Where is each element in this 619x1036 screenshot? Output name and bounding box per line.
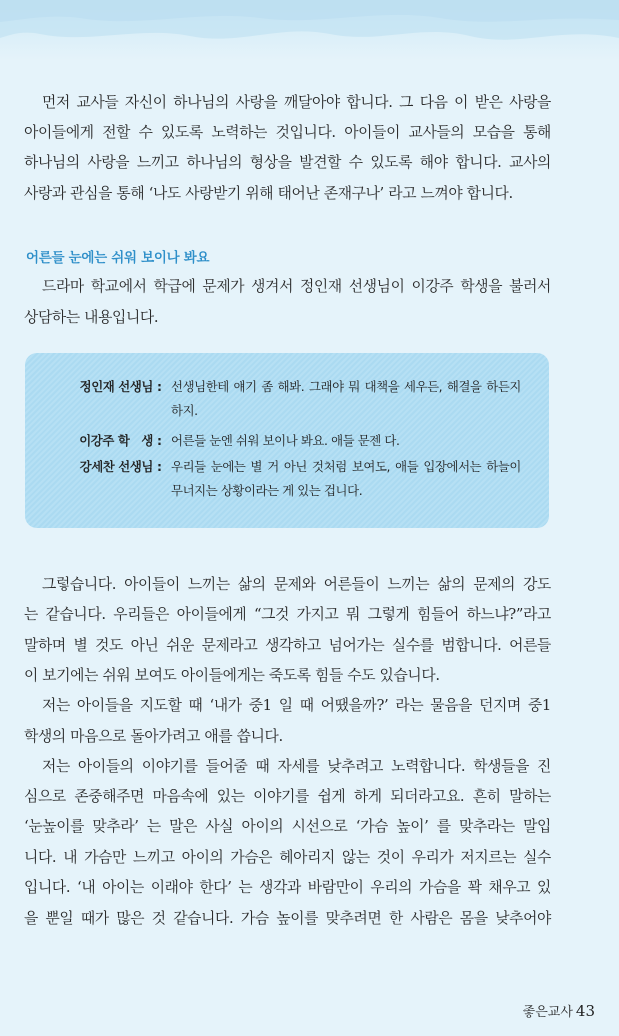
paragraph-line: 는 같습니다. 우리들은 아이들에게 “그것 가지고 뭐 그렇게 힘들어 하느냐?”라고 [24, 606, 551, 623]
paragraph-line: 드라마 학교에서 학급에 문제가 생겨서 정인재 선생님이 이강주 학생을 불러서 [42, 278, 551, 295]
paragraph-line: 학생의 마음으로 돌아가려고 애를 씁니다. [24, 728, 283, 745]
paragraph-line: 심으로 존중해주면 마음속에 있는 이야기를 쉽게 하게 되더라고요. 흔히 말하는 [24, 788, 551, 805]
dialogue-speaker: 강세찬 선생님 [79, 459, 153, 474]
paragraph-line: 저는 아이들을 지도할 때 ‘내가 중1 일 때 어땠을까?’ 라는 물음을 던지며 중1 [42, 697, 551, 714]
paragraph-line: 그렇습니다. 아이들이 느끼는 삶의 문제와 어른들이 느끼는 삶의 문제의 강도 [42, 576, 551, 593]
paragraph-line: ‘눈높이를 맞추라’ 는 말은 사실 아이의 시선으로 ‘가슴 높이’ 를 맞추라는 말입 [24, 818, 551, 835]
magazine-name: 좋은교사 [522, 1005, 573, 1020]
dialogue-text: 어른들 눈엔 쉬워 보이나 봐요. 애들 문젠 다. [171, 433, 400, 448]
paragraph-line: 을 뿐일 때가 많은 것 같습니다. 가슴 높이를 맞추려면 한 사람은 몸을 낮추어야 [24, 910, 551, 927]
dialogue-text: 우리들 눈에는 별 거 아닌 것처럼 보여도, 애들 입장에서는 하늘이 무너지는 상황이라는 게 있는 겁니다. [171, 459, 521, 498]
decorative-header-band [0, 0, 619, 60]
dialogue-text: 선생님한테 얘기 좀 해봐. 그래야 뭐 대책을 세우든, 해결을 하든지 하지. [171, 379, 521, 418]
dialogue-colon: : [157, 433, 162, 448]
paragraph-line: 상담하는 내용입니다. [24, 309, 159, 326]
page-number: 43 [575, 1002, 595, 1020]
paragraph-line: 저는 아이들의 이야기를 들어줄 때 자세를 낮추려고 노력합니다. 학생들을 진 [42, 758, 551, 775]
paragraph-line: 말하며 별 것도 아닌 쉬운 문제라고 생각하고 넘어가는 실수를 범합니다. 어른들 [24, 637, 551, 654]
dialogue-speaker: 정인재 선생님 [79, 379, 153, 394]
dialogue-colon: : [157, 459, 162, 474]
page-footer [523, 1001, 595, 1020]
dialogue-box [25, 353, 549, 528]
paragraph-line: 먼저 교사들 자신이 하나님의 사랑을 깨달아야 합니다. 그 다음 이 받은 사랑을 [42, 94, 551, 111]
watercolor-decoration [0, 0, 619, 60]
dialogue-speaker: 이강주 학 생 [79, 433, 153, 448]
paragraph-line: 사랑과 관심을 통해 ‘나도 사랑받기 위해 태어난 존재구나’ 라고 느껴야 합니다. [24, 185, 513, 202]
paragraph-line: 입니다. ‘내 아이는 이래야 한다’ 는 생각과 바람만이 우리의 가슴을 꽉 채우고 있 [24, 879, 551, 896]
dialogue-colon: : [157, 379, 162, 394]
paragraph-line: 하나님의 사랑을 느끼고 하나님의 형상을 발견할 수 있도록 해야 합니다. 교사의 [24, 154, 551, 171]
paragraph-line: 이 보기에는 쉬워 보여도 아이들에게는 죽도록 힘들 수도 있습니다. [24, 667, 440, 684]
paragraph-line: 니다. 내 가슴만 느끼고 아이의 가슴은 헤아리지 않는 것이 우리가 저지르는 실수 [24, 849, 551, 866]
section-heading: 어른들 눈에는 쉬워 보이나 봐요 [26, 250, 210, 266]
paragraph-line: 아이들에게 전할 수 있도록 노력하는 것입니다. 아이들이 교사들의 모습을 통해 [24, 124, 551, 141]
